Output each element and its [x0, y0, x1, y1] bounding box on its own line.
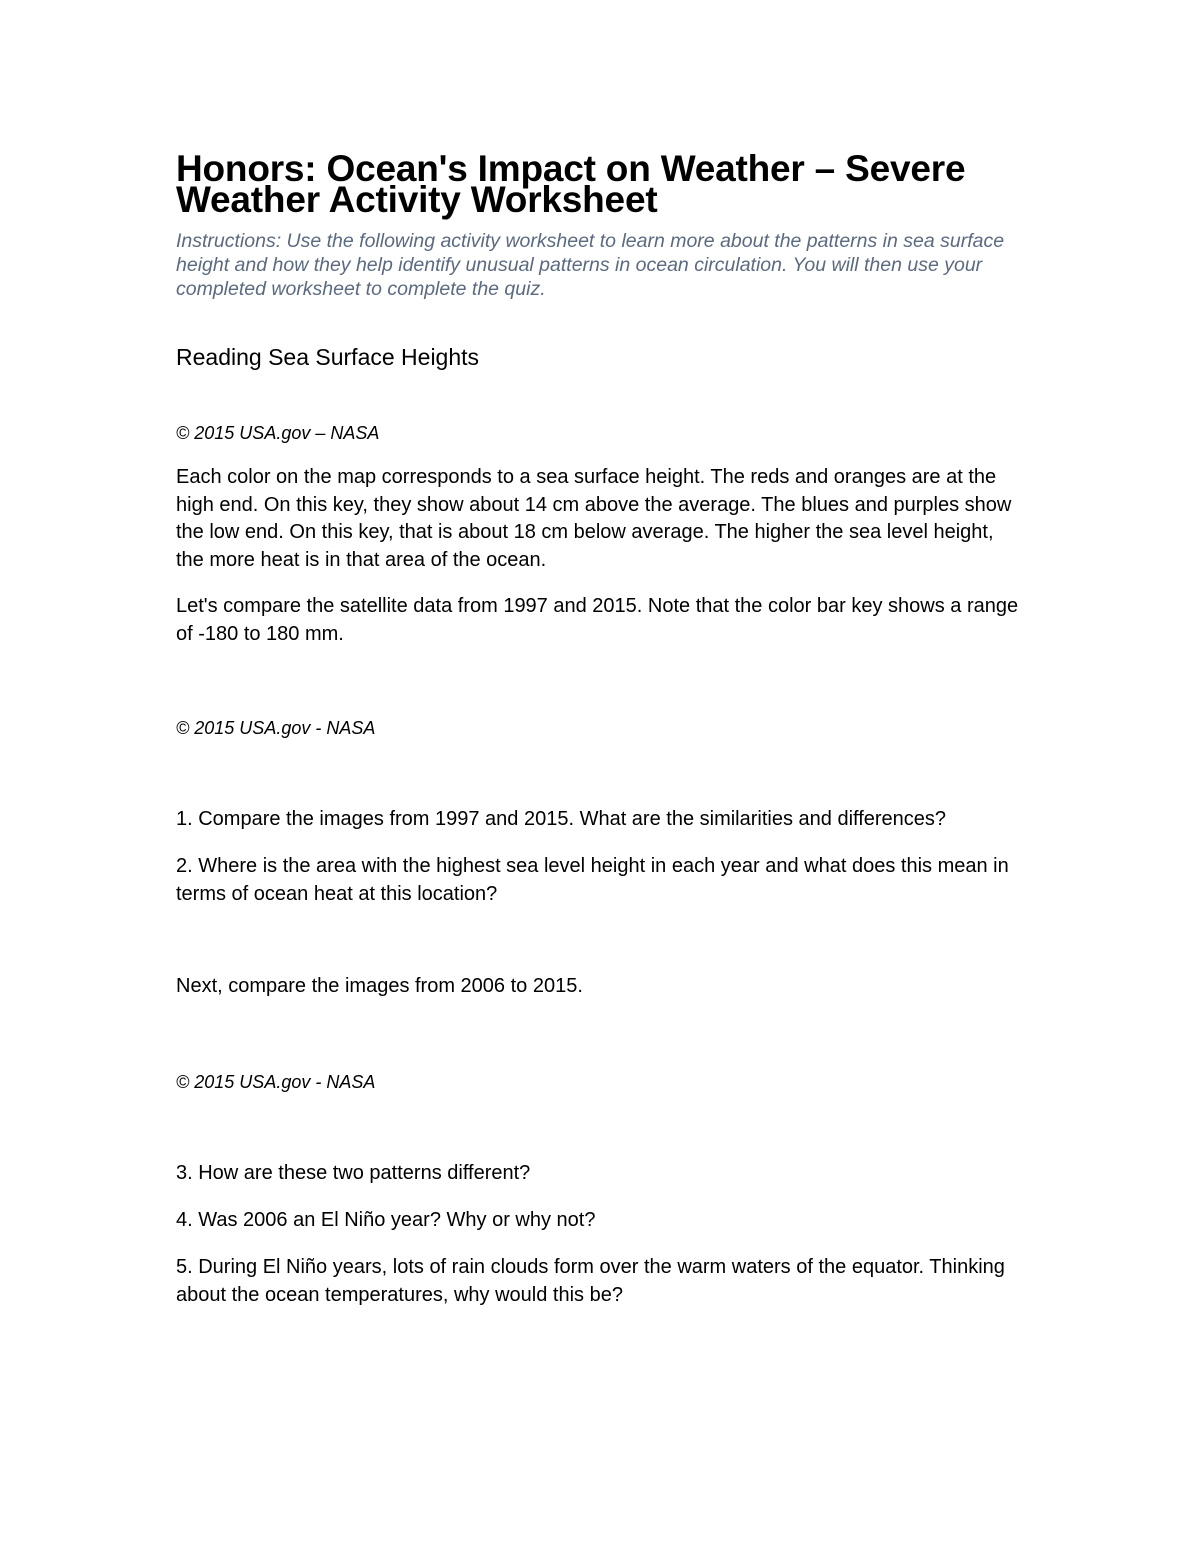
section-heading: Reading Sea Surface Heights — [176, 344, 480, 370]
color-key-paragraph: Each color on the map corresponds to a sea surface height. The reds and oranges are at the high end. On this key, they show about 14 cm above the average. The blues and purples show the low end. On this key, that is about 18 cm below average. The higher the sea level height, the more heat is in that area of the ocean. — [176, 466, 1012, 571]
question-1: 1. Compare the images from 1997 and 2015. What are the similarities and differences? — [176, 808, 947, 830]
image-credit-3: © 2015 USA.gov - NASA — [176, 1072, 376, 1092]
question-5: 5. During El Niño years, lots of rain clouds form over the warm waters of the equator. Thinking about the ocean temperatures, why would this be? — [176, 1256, 1005, 1306]
page-title: Honors: Ocean's Impact on Weather – Severe Weather Activity Worksheet — [176, 148, 966, 220]
image-credit-1: © 2015 USA.gov – NASA — [176, 423, 380, 443]
question-2: 2. Where is the area with the highest sea level height in each year and what does this mean in terms of ocean heat at this location? — [176, 855, 1009, 905]
question-4: 4. Was 2006 an El Niño year? Why or why not? — [176, 1209, 596, 1231]
image-credit-2: © 2015 USA.gov - NASA — [176, 718, 376, 738]
next-compare-paragraph: Next, compare the images from 2006 to 2015. — [176, 975, 583, 997]
question-3: 3. How are these two patterns different? — [176, 1162, 531, 1184]
compare-paragraph: Let's compare the satellite data from 1997 and 2015. Note that the color bar key shows a range of -180 to 180 mm. — [176, 595, 1019, 645]
instructions-text: Instructions: Use the following activity worksheet to learn more about the patterns in sea surface height and how they help identify unusual patterns in ocean circulation. You will then use your completed worksheet to complete the quiz. — [176, 230, 1005, 300]
